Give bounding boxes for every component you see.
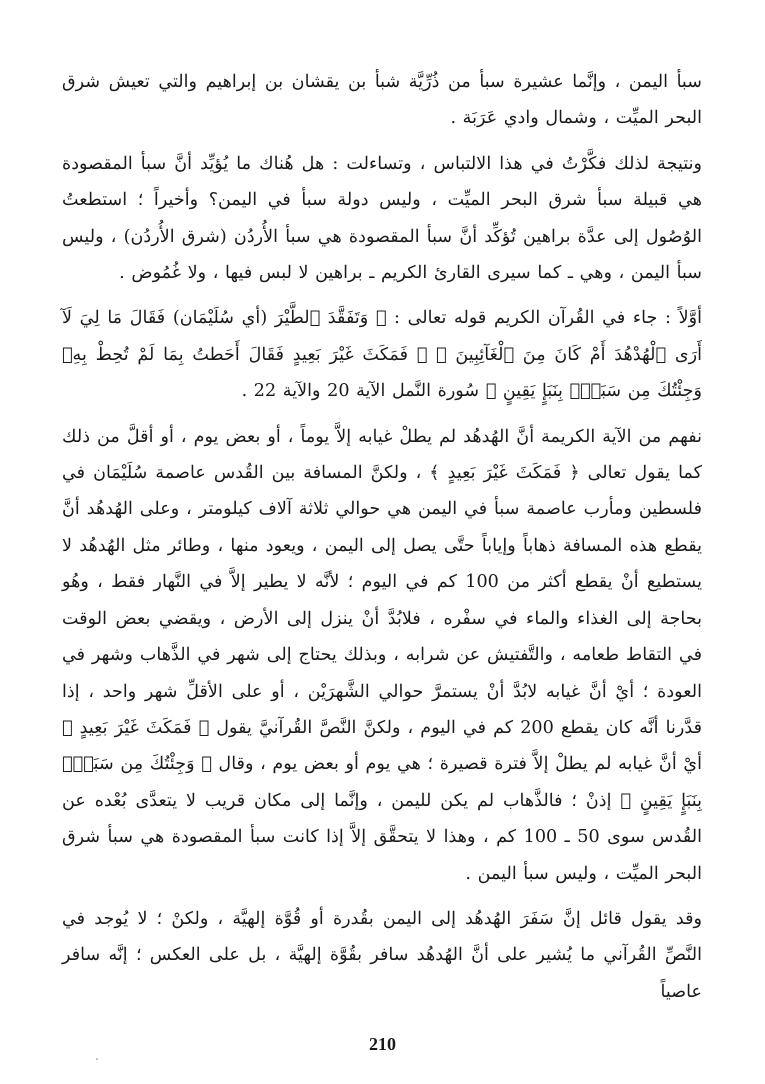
- paragraph-objection: وقد يقول قائل إنَّ سَفَرَ الهُدهُد إلى اليمن بقُدرة أو قُوَّة إلهيَّة ، ولكنْ ؛ لا يُوجد في النَّصِّ القُرآني ما يُشير على أنَّ الهُدهُد سافر بقُوَّة إلهيَّة ، بل على العكس ؛ إنَّه سافر عاصياً: [62, 908, 702, 1002]
- scan-speck: [96, 1058, 98, 1060]
- paragraph-intro: سبأ اليمن ، وإنَّما عشيرة سبأ من ذُرِّيَّة شبأ بن يقشان بن إبراهيم والتي تعيش شرق البحر الميِّت ، وشمال وادي عَرَبَة .: [62, 72, 702, 129]
- paragraph-first-proof: أوَّلاً : جاء في القُرآن الكريم قوله تعالى : ﴿ وَتَفَقَّدَ ٱلطَّيْرَ (أي سُلَيْمَان) فَقَالَ مَا لِيَ لَآ أَرَى ٱلْهُدْهُدَ أَمْ كَانَ مِنَ ٱلْغَآئِبِينَ ﴾ ﴿ فَمَكَثَ غَيْرَ بَعِيدٍ فَقَالَ أَحَطتُ بِمَا لَمْ تُحِطْ بِهِۦ وَجِئْتُكَ مِن سَبَإٍۭ بِنَبَإٍ يَقِينٍ ﴾ سُورة النَّمل الآية 20 والآية 22 .: [62, 308, 702, 402]
- page-number: 210: [369, 1034, 396, 1054]
- document-page: [62, 64, 702, 1064]
- paragraph-reasoning: نفهم من الآية الكريمة أنَّ الهُدهُد لم يطلْ غيابه إلاَّ يوماً ، أو بعض يوم ، أو أقلَّ من ذلك كما يقول تعالى ﴿ فَمَكَثَ غَيْرَ بَعِيدٍ ﴾ ، ولكنَّ المسافة بين القُدس عاصمة سُلَيْمَان في فلسطين ومأرب عاصمة سبأ في اليمن هي حوالي ثلاثة آلاف كيلومتر ، وعلى الهُدهُد أنَّ يقطع هذه المسافة ذهاباً وإياباً حتَّى يصل إلى اليمن ، ويعود منها ، وطائر مثل الهُدهُد لا يستطيع أنْ يقطع أكثر من 100 كم في اليوم ؛ لأنَّه لا يطير إلاَّ في النَّهار فقط ، وهُو بحاجة إلى الغذاء والماء في سفْره ، فلابُدَّ أنْ ينزل إلى الأرض ، ويقضي بعض الوقت في التقاط طعامه ، والتَّفتيش عن شرابه ، وبذلك يحتاج إلى شهر في الذَّهاب وشهر في العودة ؛ أيْ أنَّ غيابه لابُدَّ أنْ يستمرَّ حوالي الشَّهرَيْن ، أو على الأقلِّ شهر واحد ، إذا قدَّرنا أنَّه كان يقطع 200 كم في اليوم ، ولكنَّ النَّصَّ القُرآنيَّ يقول ﴿ فَمَكَثَ غَيْرَ بَعِيدٍ ﴾ أيْ أنَّ غيابه لم يطلْ إلاَّ فترة قصيرة ؛ هي يوم أو بعض يوم ، وقال ﴿ وَجِئْتُكَ مِن سَبَإٍۭ بِنَبَإٍ يَقِينٍ ﴾ إذنْ ؛ فالذَّهاب لم يكن لليمن ، وإنَّما إلى مكان قريب لا يتعدَّى بُعْده عن القُدس سوى 50 ـ 100 كم ، وهذا لا يتحقَّق إلاَّ إذا كانت سبأ المقصودة هي سبأ شرق البحر الميِّت ، وليس سبأ اليمن .: [62, 426, 703, 884]
- paragraph-questions: ونتيجة لذلك فكَّرْتُ في هذا الالتباس ، وتساءلت : هل هُناك ما يُؤيِّد أنَّ سبأ المقصودة هي قبيلة سبأ شرق البحر الميِّت ، وليس دولة سبأ في اليمن؟ وأخيراً ؛ استطعتُ الوُصُول إلى عدَّة براهين تُؤكِّد أنَّ سبأ المقصودة هي سبأ الأُردُن (شرق الأُردُن) ، وليس سبأ اليمن ، وهي ـ كما سيرى القارئ الكريم ـ براهين لا لبس فيها ، ولا غُمُوض .: [62, 153, 702, 284]
